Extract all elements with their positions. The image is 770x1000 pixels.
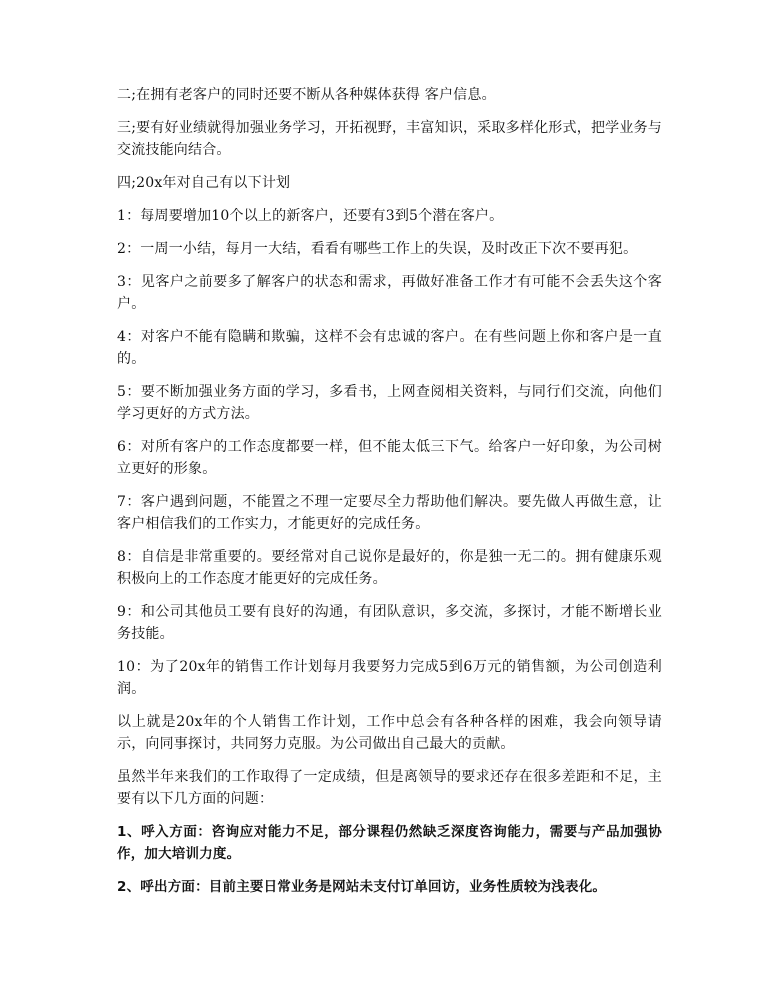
paragraph: 9：和公司其他员工要有良好的沟通，有团队意识，多交流，多探讨，才能不断增长业务技能。 [117,604,662,642]
bold-paragraph: 2、呼出方面：目前主要日常业务是网站未支付订单回访，业务性质较为浅表化。 [117,879,607,895]
paragraph: 8：自信是非常重要的。要经常对自己说你是最好的，你是独一无二的。拥有健康乐观积极向上的工作态度才能更好的完成任务。 [117,549,662,587]
paragraph: 2：一周一小结，每月一大结，看看有哪些工作上的失误，及时改正下次不要再犯。 [117,241,638,257]
paragraph: 四;20x年对自己有以下计划 [117,175,291,191]
bold-paragraph: 1、呼入方面：咨询应对能力不足，部分课程仍然缺乏深度咨询能力，需要与产品加强协作，加大培训力度。 [117,824,662,862]
paragraph: 4：对客户不能有隐瞒和欺骗，这样不会有忠诚的客户。在有些问题上你和客户是一直的。 [117,329,662,367]
paragraph: 1：每周要增加10个以上的新客户，还要有3到5个潜在客户。 [117,208,504,224]
paragraph: 二;在拥有老客户的同时还要不断从各种媒体获得 客户信息。 [117,87,496,103]
document-body [117,84,662,909]
paragraph: 5：要不断加强业务方面的学习，多看书，上网查阅相关资料，与同行们交流，向他们学习更好的方式方法。 [117,384,662,422]
paragraph: 10：为了20x年的销售工作计划每月我要努力完成5到6万元的销售额，为公司创造利润。 [117,659,662,697]
paragraph: 三;要有好业绩就得加强业务学习，开拓视野，丰富知识，采取多样化形式，把学业务与交流技能向结合。 [117,120,662,158]
paragraph: 以上就是20x年的个人销售工作计划，工作中总会有各种各样的困难，我会向领导请示，向同事探讨，共同努力克服。为公司做出自己最大的贡献。 [117,714,662,752]
paragraph: 虽然半年来我们的工作取得了一定成绩，但是离领导的要求还存在很多差距和不足，主要有以下几方面的问题： [117,769,662,807]
paragraph: 6：对所有客户的工作态度都要一样，但不能太低三下气。给客户一好印象，为公司树立更好的形象。 [117,439,662,477]
paragraph: 7：客户遇到问题，不能置之不理一定要尽全力帮助他们解决。要先做人再做生意，让客户相信我们的工作实力，才能更好的完成任务。 [117,494,662,532]
paragraph: 3：见客户之前要多了解客户的状态和需求，再做好准备工作才有可能不会丢失这个客户。 [117,274,662,312]
